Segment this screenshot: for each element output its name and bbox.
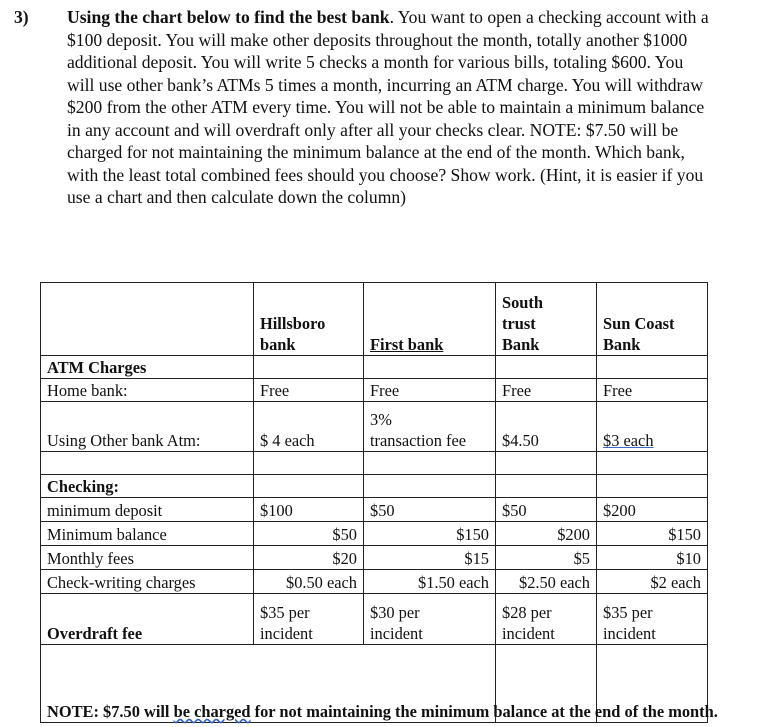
atm-charges-heading: ATM Charges <box>41 356 254 379</box>
min-balance-label: Minimum balance <box>41 522 254 546</box>
home-bank-row <box>41 379 708 402</box>
min-balance-south: $200 <box>496 522 597 546</box>
min-deposit-suncoast: $200 <box>597 498 708 522</box>
check-writing-first: $1.50 each <box>364 570 496 594</box>
other-atm-label: Using Other bank Atm: <box>41 402 254 452</box>
header-blank-cell <box>41 283 254 356</box>
header-first-bank: First bank <box>364 283 496 356</box>
overdraft-row <box>41 594 708 644</box>
overdraft-suncoast: $35 per incident <box>597 594 708 644</box>
monthly-fees-hillsboro: $20 <box>254 546 364 570</box>
monthly-fees-first: $15 <box>364 546 496 570</box>
overdraft-south: $28 per incident <box>496 594 597 644</box>
other-atm-row <box>41 402 708 452</box>
checking-heading: Checking: <box>41 475 254 498</box>
problem-statement <box>14 6 714 209</box>
overdraft-first: $30 per incident <box>364 594 496 644</box>
header-sun-coast: Sun Coast Bank <box>597 283 708 356</box>
other-atm-south: $4.50 <box>496 402 597 452</box>
min-deposit-first: $50 <box>364 498 496 522</box>
other-atm-suncoast: $3 each <box>597 402 708 452</box>
header-row <box>41 283 708 356</box>
atm-heading-row <box>41 356 708 379</box>
min-balance-hillsboro: $50 <box>254 522 364 546</box>
min-balance-suncoast: $150 <box>597 522 708 546</box>
check-writing-south: $2.50 each <box>496 570 597 594</box>
overdraft-hillsboro: $35 per incident <box>254 594 364 644</box>
min-deposit-south: $50 <box>496 498 597 522</box>
home-bank-south: Free <box>496 379 597 402</box>
min-deposit-hillsboro: $100 <box>254 498 364 522</box>
monthly-fees-south: $5 <box>496 546 597 570</box>
problem-number: 3) <box>14 7 29 27</box>
problem-lead: Using the chart below to find the best bank <box>67 7 390 27</box>
min-deposit-label: minimum deposit <box>41 498 254 522</box>
note-row <box>41 644 708 722</box>
header-southtrust: South trust Bank <box>496 283 597 356</box>
check-writing-suncoast: $2 each <box>597 570 708 594</box>
spacer-row <box>41 452 708 475</box>
header-hillsboro: Hillsboro bank <box>254 283 364 356</box>
min-balance-first: $150 <box>364 522 496 546</box>
problem-text: . You want to open a checking account with a $100 deposit. You will make other deposits throughout the month, totally another $1000 additional deposit. You will write 5 checks a month for various bills, totaling $600. You will use other bank’s ATMs 5 times a month, incurring an ATM charge. You will withdraw $200 from the other ATM every time. You will not be able to maintain a minimum balance in any account and will overdraft only after all your checks clear. NOTE: $7.50 will be charged for not maintaining the minimum balance at the end of the month. Which bank, with the least total combined fees should you choose? Show work. (Hint, it is easier if you use a chart and then calculate down the column) <box>67 7 709 207</box>
other-atm-hillsboro: $ 4 each <box>254 402 364 452</box>
other-atm-first: 3% transaction fee <box>364 402 496 452</box>
home-bank-first: Free <box>364 379 496 402</box>
monthly-fees-row <box>41 546 708 570</box>
minimum-balance-note: NOTE: $7.50 will be charged for not maintaining the minimum balance at the end of the month. <box>41 644 496 722</box>
check-writing-label: Check-writing charges <box>41 570 254 594</box>
monthly-fees-suncoast: $10 <box>597 546 708 570</box>
problem-body <box>67 6 714 209</box>
monthly-fees-label: Monthly fees <box>41 546 254 570</box>
bank-comparison-table <box>40 282 718 723</box>
min-deposit-row <box>41 498 708 522</box>
home-bank-hillsboro: Free <box>254 379 364 402</box>
min-balance-row <box>41 522 708 546</box>
check-writing-hillsboro: $0.50 each <box>254 570 364 594</box>
check-writing-row <box>41 570 708 594</box>
home-bank-suncoast: Free <box>597 379 708 402</box>
checking-heading-row <box>41 475 708 498</box>
home-bank-label: Home bank: <box>41 379 254 402</box>
overdraft-label: Overdraft fee <box>41 594 254 644</box>
